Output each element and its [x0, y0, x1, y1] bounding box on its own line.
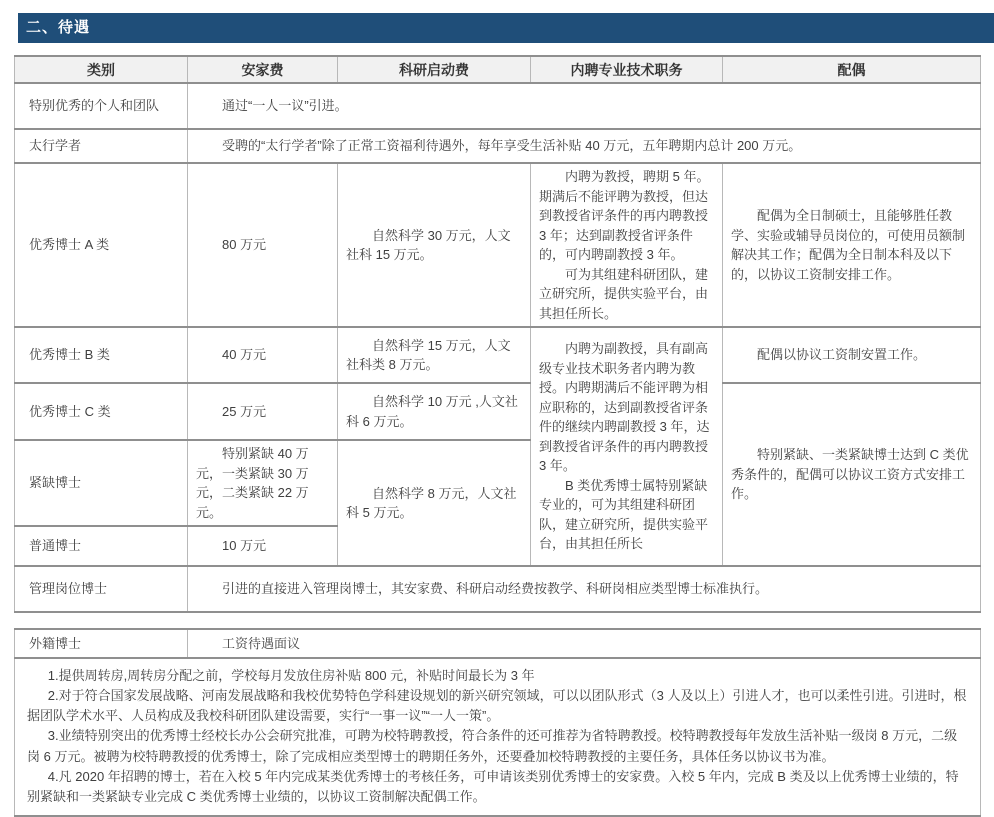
cell-scarce-phd-category: 紧缺博士	[15, 440, 188, 526]
col-header-category: 类别	[15, 56, 188, 83]
header-row	[15, 56, 981, 83]
benefits-table-body	[15, 83, 981, 612]
cell-special-talent: 通过“一人一议”引进。	[188, 83, 981, 129]
cell-phd-b-category: 优秀博士 B 类	[15, 327, 188, 383]
cell-phd-b: 40 万元	[188, 327, 338, 383]
cell-phd-b	[531, 327, 723, 566]
benefits-table	[14, 55, 981, 613]
cell-phd-c: 特别紧缺、一类紧缺博士达到 C 类优秀条件的，配偶可以协议工资方式安排工作。	[723, 383, 981, 566]
cell-ordinary-phd: 10 万元	[188, 526, 338, 566]
col-header-spouse: 配偶	[723, 56, 981, 83]
cell-taihang-scholar: 受聘的“太行学者”除了正常工资福利待遇外，每年享受生活补贴 40 万元，五年聘期内总计 200 万元。	[188, 129, 981, 163]
table-row-foreign-phd	[15, 629, 981, 658]
section-title-bar	[18, 13, 994, 43]
table-row-special-talent	[15, 83, 981, 129]
col-header-settling-allowance: 安家费	[188, 56, 338, 83]
cell-foreign-phd-category: 外籍博士	[15, 629, 188, 658]
section-title: 二、待遇	[26, 19, 91, 36]
cell-phd-a: 80 万元	[188, 163, 338, 327]
cell-phd-c: 自然科学 10 万元 ,人文社科 6 万元。	[338, 383, 531, 440]
cell-foreign-phd: 工资待遇面议	[188, 629, 981, 658]
cell-phd-a: 自然科学 30 万元，人文社科 15 万元。	[338, 163, 531, 327]
cell-scarce-phd: 自然科学 8 万元，人文社科 5 万元。	[338, 440, 531, 566]
table-row-notes	[15, 658, 981, 816]
table-row-phd-a	[15, 163, 981, 327]
cell-paragraph: 内聘为副教授，具有副高级专业技术职务者内聘为教授。内聘期满后不能评聘为相应职称的，达到副教授省评条件的继续内聘副教授 3 年，达到教授省评条件的再内聘教授 3 年。	[539, 341, 710, 474]
cell-paragraph: 配偶为全日制硕士，且能够胜任教学、实验或辅导员岗位的，可使用员额制解决其工作；配偶为全日制本科及以下的，以协议工资制安排工作。	[731, 208, 966, 282]
foreign-phd-table	[14, 628, 981, 817]
foreign-phd-table-body	[15, 629, 981, 816]
note-item: 1.提供周转房,周转房分配之前，学校每月发放住房补贴 800 元，补贴时间最长为 3 年	[47, 668, 535, 683]
note-item: 2.对于符合国家发展战略、河南发展战略和我校优势特色学科建设规划的新兴研究领域，可以以团队形式（3 人及以上）引进人才，也可以柔性引进。引进时，根据团队学术水平、人员构成及我校科研团队建设需要，实行“一事一议”“一人一策”。	[27, 688, 967, 724]
cell-phd-b: 配偶以协议工资制安置工作。	[723, 327, 981, 383]
table-row-phd-c	[15, 383, 981, 440]
cell-paragraph: B 类优秀博士属特别紧缺专业的，可为其组建科研团队，建立研究所，提供实验平台，由其担任所长	[539, 477, 709, 552]
col-header-internal-title: 内聘专业技术职务	[531, 56, 723, 83]
cell-taihang-scholar-category: 太行学者	[15, 129, 188, 163]
cell-paragraph: 可为其组建科研团队，建立研究所，提供实验平台，由其担任所长。	[539, 266, 709, 321]
cell-ordinary-phd-category: 普通博士	[15, 526, 188, 566]
cell-paragraph: 内聘为教授，聘期 5 年。期满后不能评聘为教授，但达到教授省评条件的再内聘教授 3 年；达到副教授省评条件的，可内聘副教授 3 年。	[539, 169, 710, 262]
table-row-phd-b	[15, 327, 981, 383]
cell-phd-a	[531, 163, 723, 327]
cell-admin-phd: 引进的直接进入管理岗博士，其安家费、科研启动经费按教学、科研岗相应类型博士标准执行。	[188, 566, 981, 612]
note-item: 3.业绩特别突出的优秀博士经校长办公会研究批准，可聘为校特聘教授，符合条件的还可推荐为省特聘教授。校特聘教授每年发放生活补贴一级岗 8 万元，二级岗 6 万元。被聘为校特聘教授的优秀博士，除了完成相应类型博士的聘期任务外，还要叠加校特聘教授的主要任务，具体任务以协议书为准。	[27, 728, 958, 764]
notes-cell	[15, 658, 981, 816]
cell-phd-a	[723, 163, 981, 327]
cell-phd-c: 25 万元	[188, 383, 338, 440]
cell-phd-b: 自然科学 15 万元，人文社科类 8 万元。	[338, 327, 531, 383]
cell-special-talent-category: 特别优秀的个人和团队	[15, 83, 188, 129]
benefits-table-header	[15, 56, 981, 83]
cell-phd-c-category: 优秀博士 C 类	[15, 383, 188, 440]
cell-scarce-phd: 特别紧缺 40 万元，一类紧缺 30 万元，二类紧缺 22 万元。	[188, 440, 338, 526]
cell-admin-phd-category: 管理岗位博士	[15, 566, 188, 612]
note-item: 4.凡 2020 年招聘的博士，若在入校 5 年内完成某类优秀博士的考核任务，可申请该类别优秀博士的安家费。入校 5 年内，完成 B 类及以上优秀博士业绩的，特别紧缺和一类紧缺专业完成 C 类优秀博士业绩的，以协议工资制解决配偶工作。	[27, 768, 959, 804]
col-header-research-startup-fund: 科研启动费	[338, 56, 531, 83]
table-row-taihang-scholar	[15, 129, 981, 163]
cell-phd-a-category: 优秀博士 A 类	[15, 163, 188, 327]
table-row-admin-phd	[15, 566, 981, 612]
